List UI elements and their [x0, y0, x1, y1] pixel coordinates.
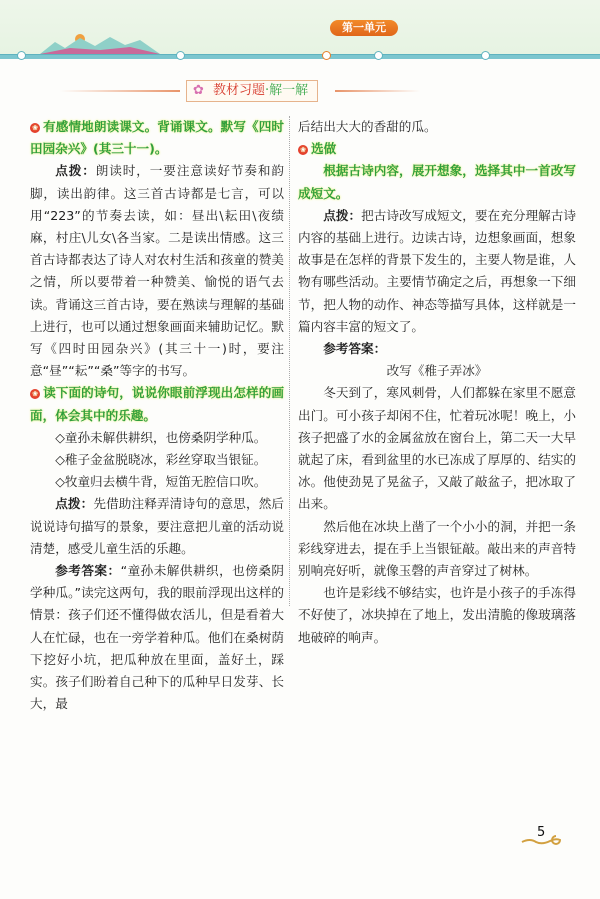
tip-label: 点拨：	[55, 496, 94, 512]
answer-continued: 后结出大大的香甜的瓜。	[298, 119, 437, 134]
tip-label: 点拨：	[323, 207, 362, 223]
swirl-ornament-icon	[520, 832, 568, 846]
banner-title: 教材习题	[213, 83, 266, 98]
column-divider	[289, 116, 290, 606]
essay-paragraph: 然后他在冰块上凿了一个小小的洞，并把一条彩线穿进去，提在手上当银钲敲。敲出来的声音特别响亮好听，就像玉磬的声音穿过了树林。	[298, 518, 576, 579]
tip-text: 先借助注释弄清诗句的意思，然后说说诗句描写的景象，要注意把儿童的活动说清楚，感受儿童生活的乐趣。	[30, 496, 284, 556]
answer-2	[30, 560, 284, 715]
answer-label: 参考答案：	[55, 563, 121, 579]
right-column	[298, 116, 576, 649]
banner-line	[335, 90, 420, 92]
question-1	[30, 116, 284, 160]
poem-line: ◇童孙未解供耕织，也傍桑阴学种瓜。	[55, 429, 267, 445]
question-text: 读下面的诗句，说说你眼前浮现出怎样的画面，体会其中的乐趣。	[30, 385, 284, 423]
section-banner	[186, 80, 318, 102]
rule-dot	[374, 51, 383, 60]
question-2	[30, 382, 284, 426]
page-number: 5	[537, 825, 546, 840]
answer-text: “童孙未解供耕织，也傍桑阴学种瓜。”读完这两句，我的眼前浮现出这样的情景：孩子们还不懂得做农活儿，但是看着大人在忙碌，也在一旁学着种瓜。他们在桑树荫下挖好小坑，把瓜种放在里面，盖好土，踩实。孩子们盼着自己种下的瓜种早日发芽、长大，最	[30, 563, 285, 712]
question-text: 选做	[311, 141, 337, 157]
rule-dot	[17, 51, 26, 60]
banner-subtitle: 解一解	[269, 83, 309, 98]
tip-3	[298, 205, 576, 338]
banner-dot: ·	[265, 83, 270, 98]
rule-dot	[322, 51, 331, 60]
mountain-illustration	[40, 34, 160, 54]
poem-line: ◇牧童归去横牛背，短笛无腔信口吹。	[55, 474, 267, 490]
header-rule	[0, 54, 600, 59]
question-marker-icon: ❀	[30, 123, 40, 133]
question-3	[298, 138, 576, 160]
unit-badge: 第一单元	[330, 20, 398, 36]
banner-line	[60, 90, 180, 92]
rule-dot	[481, 51, 490, 60]
rule-dot	[176, 51, 185, 60]
flower-icon: ✿	[193, 83, 204, 98]
question-marker-icon: ❀	[30, 389, 40, 399]
essay-paragraph: 也许是彩线不够结实，也许是小孩子的手冻得不好使了，冰块掉在了地上，发出清脆的像玻璃落地破碎的响声。	[298, 585, 576, 645]
question-3-text: 根据古诗内容，展开想象，选择其中一首改写成短文。	[298, 163, 576, 201]
left-column	[30, 116, 284, 715]
essay-title: 改写《稚子弄冰》	[386, 363, 488, 379]
answer-label: 参考答案：	[323, 341, 387, 357]
question-text: 有感情地朗读课文。背诵课文。默写《四时田园杂兴》(其三十一)。	[30, 119, 284, 157]
poem-line: ◇稚子金盆脱晓冰，彩丝穿取当银钲。	[55, 452, 267, 468]
tip-text: 朗读时，一要注意读好节奏和韵脚，读出韵律。这三首古诗都是七言，可以用“223”的节奏去读，如：昼出\耘田\夜绩麻，村庄\儿女\各当家。二是读出情感。这三首古诗都表达了诗人对农村生活和孩童的赞美之情，所以要带着一种赞美、愉悦的语气去读。背诵这三首古诗，要在熟读与理解的基础上进行，也可以通过想象画面来辅助记忆。默写《四时田园杂兴》(其三十一)时，要注意“昼”“耘”“桑”等字的书写。	[30, 163, 285, 379]
tip-text: 把古诗改写成短文，要在充分理解古诗内容的基础上进行。边读古诗，边想象画面，想象故事是在怎样的背景下发生的，主要人物是谁，人物有哪些活动。主要情节确定之后，再想象一下细节，把人物的动作、神态等描写具体，这样就是一篇内容丰富的短文了。	[298, 207, 577, 334]
tip-label: 点拨：	[55, 163, 96, 179]
tip-1	[30, 160, 284, 382]
tip-2	[30, 493, 284, 560]
question-marker-icon: ❀	[298, 145, 308, 155]
essay-paragraph: 冬天到了，寒风刺骨，人们都躲在家里不愿意出门。可小孩子却闲不住，忙着玩冰呢！晚上，小孩子把盛了水的金属盆放在窗台上，第二天一大早就起了床，看到盆里的水已冻成了厚厚的、结实的冰。他使劲晃了晃盆子，又敲了敲盆子，把冰取了出来。	[298, 385, 576, 512]
